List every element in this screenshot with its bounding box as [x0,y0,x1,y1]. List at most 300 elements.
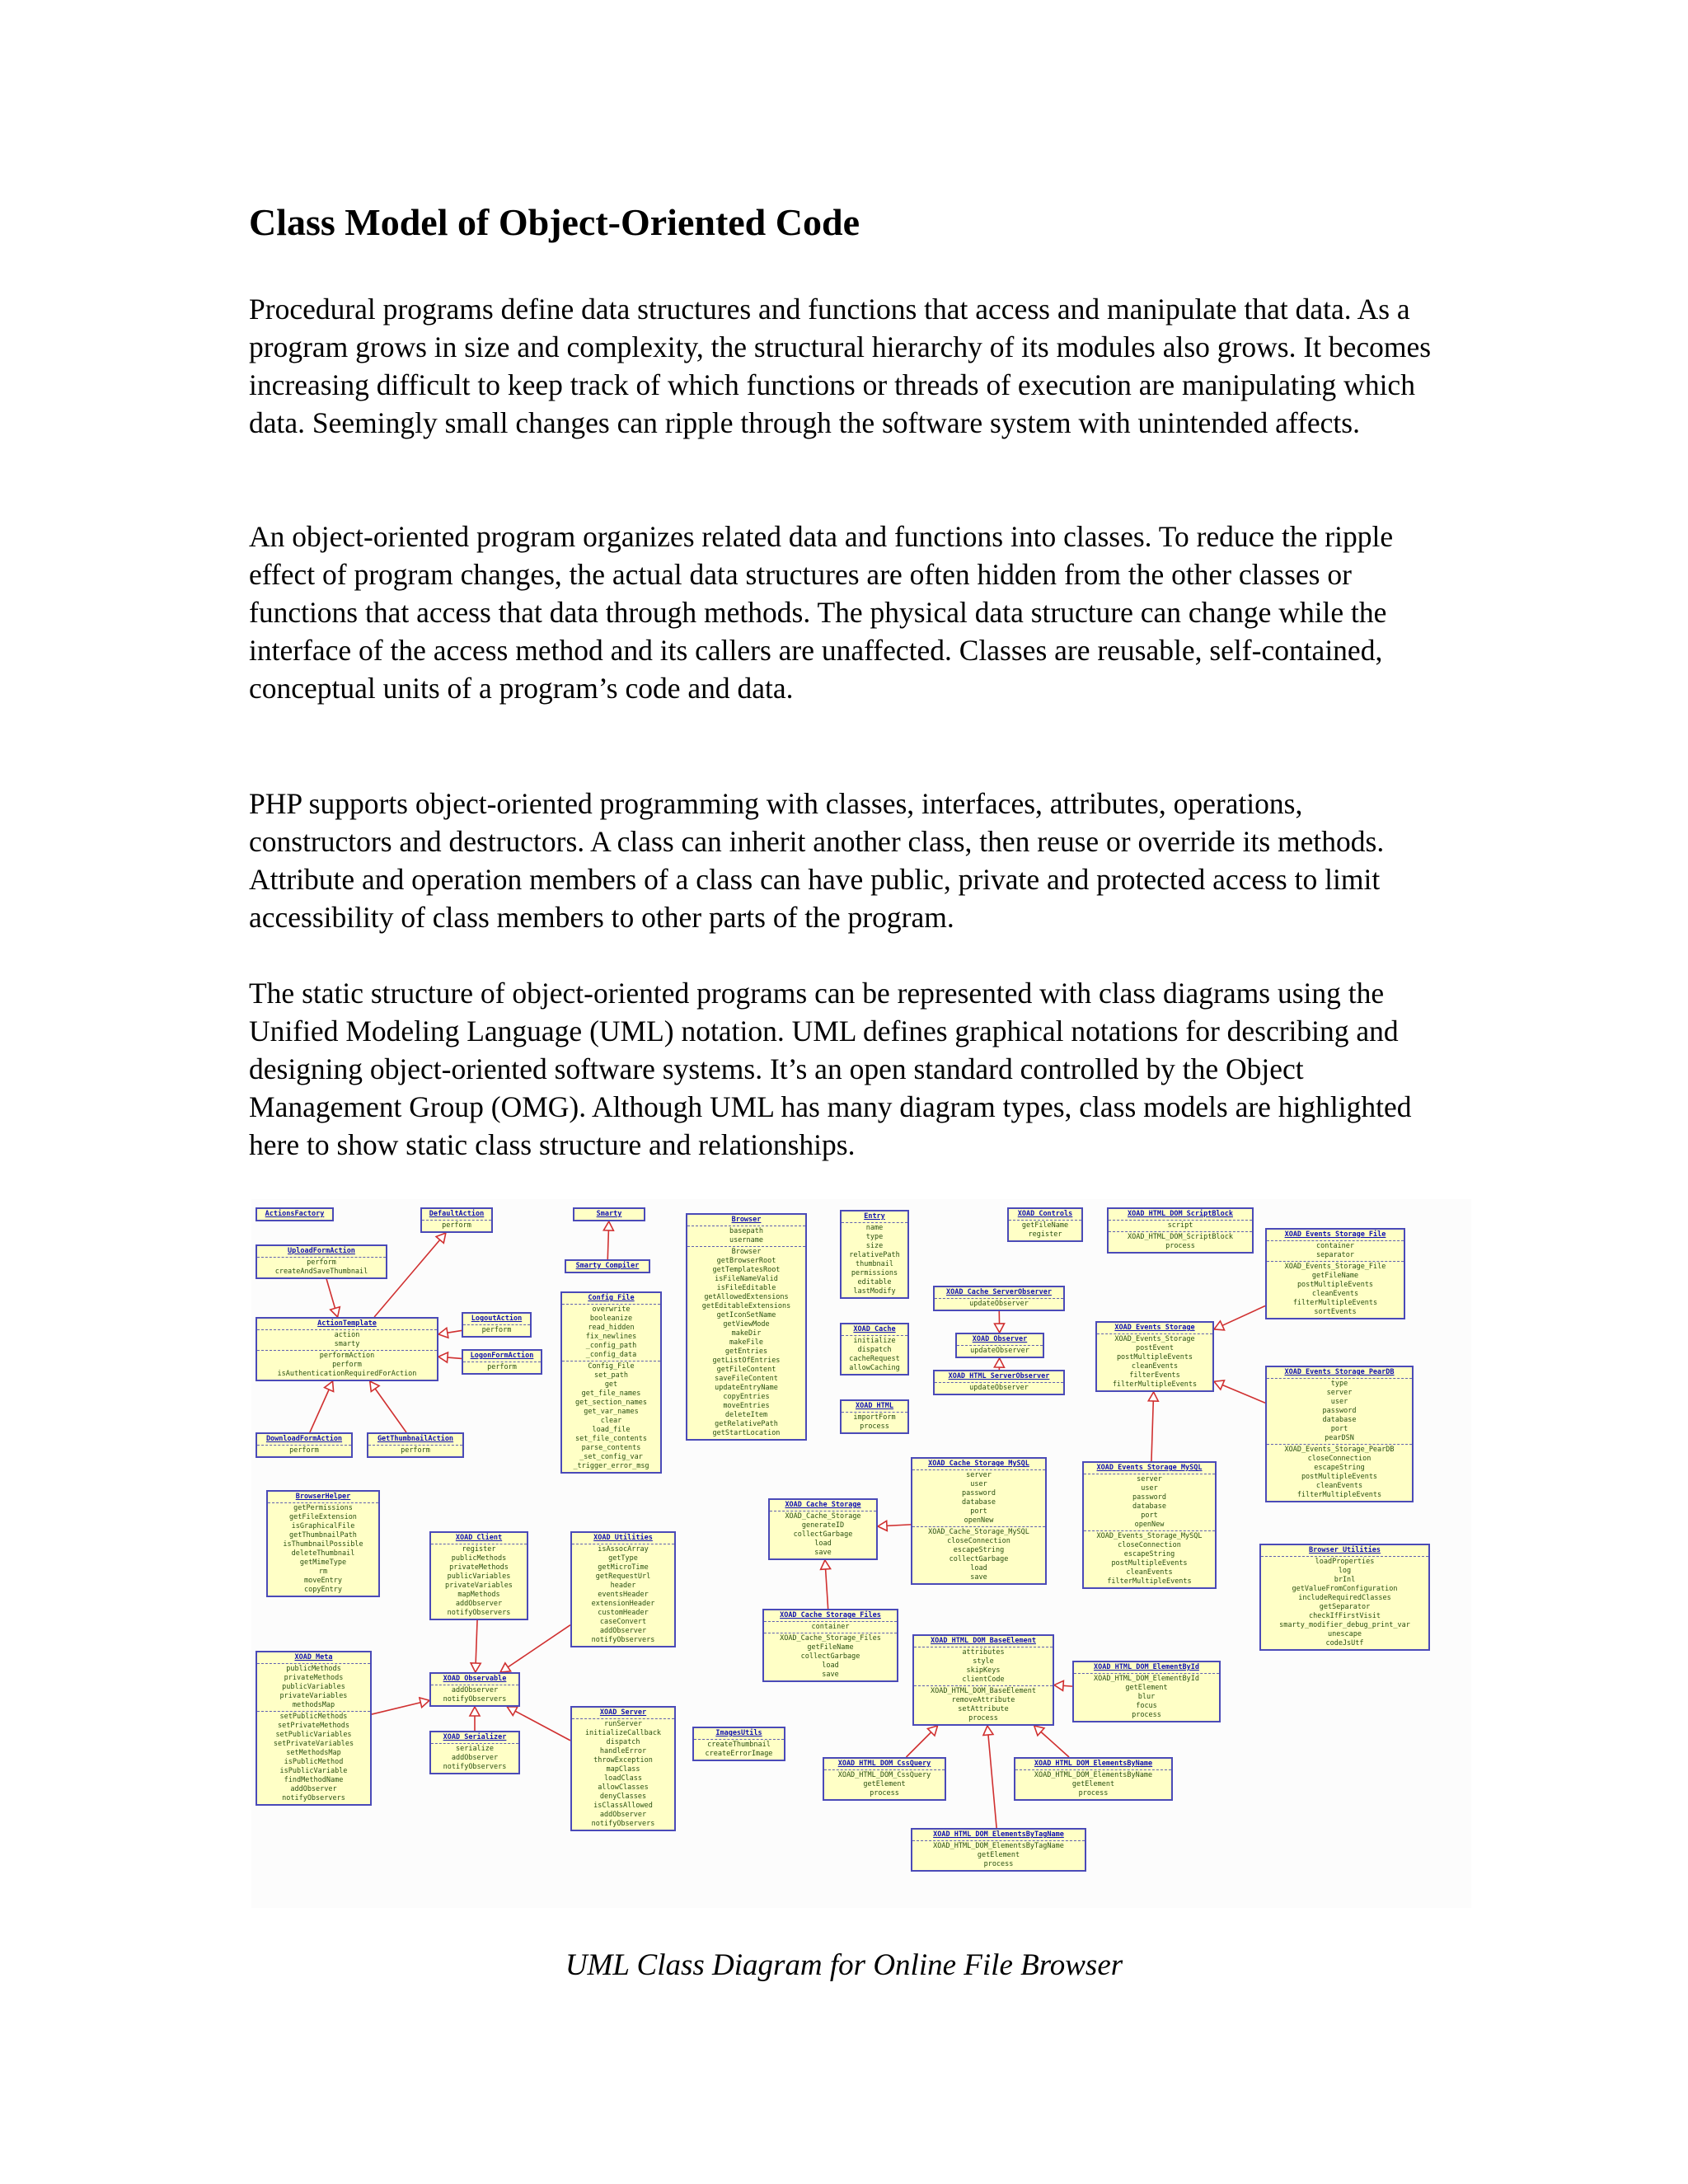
uml-member: type [1330,1380,1348,1388]
uml-class-section [562,1304,660,1361]
uml-class-section [257,1329,437,1350]
inheritance-arrowhead [983,1726,993,1735]
uml-class-actionsfactory [256,1207,334,1221]
uml-member: importForm [853,1413,896,1422]
uml-class-xoadclient [429,1531,528,1620]
uml-class-section [842,1335,907,1374]
uml-member: initializeCallback [584,1729,662,1737]
uml-member: load_file [592,1426,631,1434]
uml-member: _config_data [585,1351,637,1359]
uml-class-name: XOAD_Events_Storage_File [1284,1230,1386,1239]
uml-class-name: Smarty [596,1210,622,1218]
uml-member: getMimeType [299,1558,347,1567]
uml-member: createAndSaveThumbnail [274,1268,368,1276]
uml-member: save [970,1573,987,1582]
uml-class-smarty [573,1207,645,1221]
uml-member: postMultipleEvents [1296,1281,1374,1289]
uml-class-section [912,1526,1045,1583]
uml-class-name: XOAD_HTML [855,1402,894,1410]
uml-member: process [1078,1789,1109,1797]
uml-class-browserutilities [1259,1544,1430,1651]
uml-member: getBrowserRoot [716,1257,776,1265]
uml-class-section [914,1647,1053,1685]
uml-member: allowCaching [849,1364,900,1372]
uml-class-section [1267,1240,1404,1261]
uml-class-name: XOAD_Cache_Storage_MySQL [928,1460,1029,1468]
uml-member: notifyObservers [447,1609,511,1617]
uml-member: getEntries [724,1347,768,1356]
uml-member: port [1330,1425,1348,1433]
uml-class-name: GetThumbnailAction [377,1435,454,1443]
uml-member: pearDSN [1325,1434,1354,1442]
uml-member: notifyObservers [443,1763,507,1771]
inheritance-arrowhead [603,1221,613,1230]
uml-member: thumbnail [855,1260,894,1268]
uml-member: getType [608,1554,638,1563]
uml-class-xoadobserver [955,1333,1044,1358]
uml-member: brInl [1334,1576,1356,1584]
uml-member: permissions [851,1269,898,1277]
uml-class-section [257,1350,437,1380]
paragraph-procedural: Procedural programs define data structures and functions that access and manipulate that data. As a program grows in size and complexity, the structural hierarchy of its modules also grows. It becomes increasing difficult to keep track of which functions or threads of execution are manipulating which data. Seemingly small changes can ripple through the software system with unintended affects. [249,293,1432,439]
uml-member: isThumbnailPossible [283,1540,363,1549]
uml-class-section [914,1685,1053,1724]
uml-member: register [462,1545,496,1554]
uml-member: register [1028,1230,1062,1239]
uml-member: XOAD_Events_Storage_File [1284,1263,1386,1271]
uml-member: performAction [319,1352,375,1360]
uml-class-section [842,1222,907,1297]
uml-class-name: XOAD_HTML_ServerObserver [948,1372,1050,1380]
uml-class-section [257,1711,370,1804]
uml-member: filterEvents [1129,1371,1180,1380]
uml-member: copyEntry [303,1586,343,1594]
uml-class-section [694,1739,784,1760]
uml-class-section [687,1246,805,1439]
uml-class-name: Browser [731,1216,762,1224]
uml-class-name: XOAD_Cache [853,1325,896,1333]
uml-class-section [1097,1333,1212,1390]
uml-member: server [966,1471,992,1479]
uml-member: smarty_modifier_debug_print_var [1279,1621,1410,1629]
uml-member: parse_contents [581,1444,641,1452]
uml-member: get_var_names [584,1408,639,1416]
uml-class-section [1267,1444,1412,1501]
uml-member: postMultipleEvents [1116,1353,1193,1361]
uml-member: collectGarbage [793,1530,853,1539]
uml-member: XOAD_Cache_Storage_MySQL [928,1528,1029,1536]
uml-member: filterMultipleEvents [1107,1577,1192,1586]
inheritance-arrowhead [1054,1680,1063,1690]
uml-class-name: BrowserHelper [295,1493,351,1501]
uml-member: user [1141,1484,1158,1493]
uml-member: escapeString [1123,1550,1175,1558]
uml-class-elementsbytagname [911,1828,1086,1872]
inheritance-arrowhead [438,1328,448,1338]
inheritance-arrowhead [325,1381,334,1391]
uml-member: XOAD_Events_Storage_MySQL [1096,1532,1203,1540]
uml-class-section [431,1544,527,1619]
uml-member: Browser [731,1248,762,1256]
uml-member: basepath [729,1227,763,1235]
uml-class-section [1084,1474,1215,1530]
uml-member: escapeString [1314,1464,1365,1472]
uml-class-name: LogonFormAction [470,1352,534,1360]
uml-member: loadProperties [1315,1558,1375,1566]
uml-member: updateEntryName [715,1384,778,1392]
uml-class-defaultaction [420,1207,493,1233]
uml-class-cssquery [823,1757,946,1801]
uml-class-name: DownloadFormAction [265,1435,343,1443]
uml-member: mapMethods [457,1591,500,1599]
uml-member: notifyObservers [443,1695,507,1704]
uml-member: generateID [801,1521,845,1530]
uml-member: skipKeys [966,1666,1001,1675]
uml-class-section [431,1743,518,1773]
uml-class-name: XOAD_Serializer [443,1733,507,1741]
uml-member: mapClass [606,1765,640,1774]
uml-class-eventsstoragepeardb [1265,1366,1414,1502]
uml-member: read_hidden [588,1324,635,1332]
uml-class-section [572,1544,674,1646]
uml-member: database [1322,1416,1357,1424]
uml-member: postMultipleEvents [1111,1559,1188,1568]
uml-member: XOAD_Events_Storage_PearDB [1284,1446,1395,1454]
uml-class-name: ImagesUtils [715,1729,762,1737]
uml-member: filterMultipleEvents [1112,1380,1198,1389]
uml-member: XOAD_Events_Storage [1114,1335,1195,1343]
uml-member: cleanEvents [1126,1568,1173,1577]
uml-member: perform [332,1361,362,1369]
uml-member: getTemplatesRoot [712,1266,781,1274]
inheritance-arrowhead [438,1352,448,1362]
uml-class-section [957,1345,1043,1357]
uml-member: copyEntries [723,1393,770,1401]
uml-member: database [962,1498,996,1507]
uml-member: getRelativePath [715,1420,778,1428]
uml-class-name: DefaultAction [429,1210,485,1218]
uml-class-xoadserializer [429,1731,520,1774]
uml-member: cacheRequest [849,1355,900,1363]
uml-class-cacheserverobserver [933,1286,1065,1311]
uml-class-entry [840,1210,909,1299]
uml-member: filterMultipleEvents [1292,1299,1378,1307]
figure-caption: UML Class Diagram for Online File Browser [565,1948,1123,1982]
uml-member: throwException [593,1756,653,1765]
uml-member: focus [1136,1702,1157,1710]
uml-member: postEvent [1135,1344,1175,1352]
inheritance-arrowhead [878,1521,887,1530]
uml-class-section [912,1840,1085,1870]
uml-class-xoadutilities [570,1531,676,1647]
uml-member: sortEvents [1314,1308,1357,1316]
uml-member: port [1141,1511,1158,1520]
inheritance-arrowhead [471,1663,481,1672]
uml-member: handleError [599,1747,647,1755]
uml-member: privateMethods [449,1563,509,1572]
uml-class-name: XOAD_Events_Storage [1114,1324,1195,1332]
uml-class-name: LogoutAction [471,1315,523,1323]
uml-class-section [257,1663,370,1711]
uml-class-name: XOAD_Events_Storage_MySQL [1096,1464,1203,1472]
page-title: Class Model of Object-Oriented Code [249,201,860,243]
uml-class-xoadserver [570,1706,676,1831]
uml-member: XOAD_Cache_Storage_Files [780,1634,881,1643]
uml-member: perform [481,1326,512,1334]
uml-member: process [870,1789,899,1797]
uml-member: eventsHeader [598,1591,649,1599]
uml-member: perform [487,1363,517,1371]
uml-class-section [764,1621,897,1633]
uml-class-name: XOAD_Cache_Storage_Files [780,1611,881,1619]
uml-class-scriptblock [1107,1207,1254,1254]
uml-member: style [973,1657,994,1666]
uml-member: XOAD_Cache_Storage [785,1512,861,1521]
uml-member: setPrivateMethods [278,1722,349,1730]
uml-member: openNew [1134,1521,1165,1529]
uml-class-cachestoragefiles [762,1609,898,1682]
uml-class-uploadformaction [256,1244,387,1279]
uml-member: removeAttribute [951,1696,1015,1704]
uml-member: save [822,1671,839,1679]
uml-member: save [814,1549,832,1557]
uml-member: filterMultipleEvents [1296,1491,1382,1499]
uml-class-section [935,1382,1063,1394]
inheritance-arrowhead [995,1324,1005,1333]
uml-class-section [687,1226,805,1246]
uml-class-diagram [251,1199,1471,1908]
uml-member: notifyObservers [591,1820,655,1828]
uml-member: privateMethods [284,1674,344,1682]
uml-class-section [463,1361,541,1373]
uml-member: updateObserver [970,1347,1029,1355]
uml-member: moveEntries [723,1402,770,1410]
uml-class-name: XOAD_Observable [443,1675,507,1683]
uml-class-name: ActionsFactory [265,1210,325,1218]
uml-member: getViewMode [723,1320,770,1329]
uml-class-name: XOAD_HTML_DOM_ScriptBlock [1128,1210,1233,1218]
uml-member: clientCode [962,1675,1005,1684]
uml-class-section [422,1220,491,1231]
uml-member: setPrivateVariables [273,1740,354,1748]
uml-class-elementsbyname [1014,1757,1173,1801]
uml-member: isGraphicalFile [291,1522,355,1530]
uml-class-name: XOAD_Events_Storage_PearDB [1284,1368,1395,1376]
uml-class-section [1084,1530,1215,1587]
uml-class-htmlserverobserver [933,1370,1065,1395]
uml-member: getStartLocation [712,1429,781,1437]
uml-member: XOAD_HTML_DOM_CssQuery [837,1771,931,1779]
uml-member: header [610,1582,636,1590]
uml-member: cleanEvents [1131,1362,1179,1371]
uml-member: checkIfFirstVisit [1309,1612,1381,1620]
uml-member: getFileName [1311,1272,1359,1280]
uml-member: addObserver [451,1686,499,1694]
uml-class-name: XOAD_HTML_DOM_CssQuery [837,1760,931,1768]
inheritance-arrowhead [1148,1392,1158,1401]
uml-class-name: Config_File [588,1294,635,1302]
uml-class-section [1261,1556,1428,1649]
uml-member: getListOfEntries [712,1357,781,1365]
uml-member: perform [401,1446,430,1455]
uml-member: publicMethods [451,1554,507,1563]
uml-member: getValueFromConfiguration [1292,1585,1398,1593]
uml-member: getSeparator [1319,1603,1371,1611]
uml-class-name: XOAD_Utilities [593,1534,653,1542]
uml-class-section [257,1445,351,1456]
uml-member: process [1132,1711,1161,1719]
inheritance-arrowhead [436,1233,446,1243]
uml-class-name: Smarty_Compiler [575,1262,640,1270]
paragraph-uml: The static structure of object-oriented programs can be represented with class diagrams using the Unified Modeling Language (UML) notation. UML defines graphical notations for describing and designing object-oriented software systems. It’s an open standard controlled by the Object Management Group (OMG). Although UML has many diagram types, class models are highlighted here to show static class structure and relationships. [249,977,1412,1161]
uml-member: setPublicMethods [279,1713,348,1721]
uml-class-section [1109,1231,1252,1252]
uml-member: setMethodsMap [286,1749,341,1757]
uml-member: get_file_names [581,1390,641,1398]
uml-class-section [431,1685,518,1705]
uml-member: deleteThumbnail [291,1549,355,1558]
uml-member: updateObserver [969,1300,1029,1308]
uml-member: getFileContent [716,1366,776,1374]
uml-member: load [814,1540,832,1548]
uml-class-xoadcontrols [1007,1207,1083,1242]
uml-class-name: XOAD_HTML_DOM_BaseElement [931,1637,1036,1645]
uml-member: type [865,1233,884,1241]
uml-member: getRequestUrl [595,1572,651,1581]
uml-member: booleanize [589,1315,633,1323]
uml-member: publicVariables [282,1683,345,1691]
uml-member: serialize [455,1745,495,1753]
uml-member: moveEntry [303,1577,343,1585]
uml-member: saveFileContent [715,1375,778,1383]
uml-member: setAttribute [958,1705,1009,1713]
uml-member: blur [1137,1693,1156,1701]
uml-member: XOAD_HTML_DOM_ElementById [1094,1675,1199,1683]
uml-member: getEditableExtensions [701,1302,791,1310]
uml-class-imagesutils [692,1727,785,1761]
uml-member: Config_File [588,1362,635,1371]
uml-member: getIconSetName [716,1311,776,1319]
uml-member: publicVariables [447,1572,511,1581]
uml-member: denyClasses [599,1793,647,1801]
uml-member: collectGarbage [800,1652,860,1661]
uml-member: allowClasses [598,1783,649,1792]
uml-member: notifyObservers [282,1794,345,1802]
uml-class-baseelement [912,1634,1054,1726]
uml-class-browserhelper [266,1490,380,1597]
uml-member: extensionHeader [591,1600,655,1608]
uml-member: caseConvert [599,1618,647,1626]
uml-class-section [368,1445,462,1456]
uml-class-name: XOAD_Controls [1017,1210,1073,1218]
inheritance-arrowhead [331,1307,340,1317]
uml-member: addObserver [451,1754,499,1762]
uml-member: set_file_contents [575,1435,647,1443]
uml-member: XOAD_HTML_DOM_ElementsByTagName [933,1842,1064,1850]
uml-member: privateVariables [279,1692,348,1700]
uml-member: isAuthenticationRequiredForAction [277,1370,417,1378]
inheritance-line [987,1726,996,1828]
uml-member: relativePath [849,1251,900,1259]
uml-class-section [572,1718,674,1830]
uml-member: codeJsUtf [1325,1639,1364,1647]
uml-member: database [1132,1502,1166,1511]
inheritance-line [1151,1392,1154,1461]
uml-member: createThumbnail [707,1741,771,1749]
uml-member: port [970,1507,987,1516]
uml-member: postMultipleEvents [1301,1473,1378,1481]
uml-member: size [865,1242,884,1250]
uml-member: getFileExtension [289,1513,357,1521]
uml-member: username [729,1236,763,1244]
uml-member: process [860,1422,889,1431]
uml-class-name: XOAD_Server [599,1708,647,1717]
uml-class-configfile [560,1291,662,1474]
uml-class-logoutaction [462,1312,532,1338]
uml-member: methodsMap [292,1701,335,1709]
uml-member: getAllowedExtensions [704,1293,789,1301]
uml-member: set_path [594,1371,628,1380]
uml-member: process [983,1860,1014,1868]
uml-member: process [968,1714,998,1722]
uml-member: collectGarbage [949,1555,1009,1563]
uml-class-section [770,1511,876,1558]
uml-member: server [1326,1389,1353,1397]
uml-member: getElement [863,1780,906,1788]
inheritance-arrowhead [370,1381,379,1391]
uml-class-downloadformaction [256,1432,353,1458]
uml-member: setPublicVariables [275,1731,352,1739]
uml-member: getElement [977,1851,1020,1859]
uml-member: getMicroTime [598,1563,649,1572]
uml-member: XOAD_HTML_DOM_BaseElement [931,1687,1036,1695]
uml-member: runServer [603,1720,643,1728]
uml-class-name: XOAD_Cache_ServerObserver [946,1288,1052,1296]
uml-member: dispatch [857,1346,892,1354]
uml-member: _set_config_var [579,1453,643,1461]
uml-member: escapeString [953,1546,1005,1554]
uml-member: isPublicVariable [279,1767,348,1775]
uml-member: password [962,1489,996,1497]
uml-member: get_section_names [575,1399,647,1407]
uml-class-elementbyid [1072,1661,1221,1722]
uml-member: getFileName [807,1643,854,1652]
uml-member: getThumbnailPath [289,1531,357,1540]
uml-member: unescape [1328,1630,1362,1638]
uml-member: deleteItem [724,1411,768,1419]
paragraph-object-oriented: An object-oriented program organizes related data and functions into classes. To reduce the ripple effect of program changes, the actual data structures are often hidden from the other classes or functions that access that data through methods. The physical data structure can change while the interface of the access method and its callers are unaffected. Classes are reusable, self-contained, conceptual units of a program’s code and data. [249,520,1394,705]
uml-member: getPermissions [293,1504,353,1512]
uml-member: perform [442,1221,471,1230]
paragraph-php: PHP supports object-oriented programming with classes, interfaces, attributes, operations, constructors and destructors. A class can inherit another class, then reuse or override its methods. Attribute and operation members of a class can have public, private and protected access to limit accessibility of class members to other parts of the program. [249,787,1385,934]
uml-member: closeConnection [1307,1455,1372,1463]
uml-member: perform [307,1258,336,1267]
uml-member: isAssocArray [598,1545,649,1554]
uml-member: getElement [1125,1684,1168,1692]
uml-member: notifyObservers [591,1636,655,1644]
inheritance-arrowhead [1214,1380,1224,1390]
uml-class-xoadmeta [256,1651,372,1806]
uml-member: publicMethods [286,1665,341,1673]
uml-class-section [1267,1261,1404,1318]
inheritance-arrowhead [994,1358,1004,1367]
inheritance-line [500,1625,570,1672]
uml-class-name: XOAD_HTML_DOM_ElementById [1094,1663,1199,1671]
uml-member: closeConnection [947,1537,1010,1545]
uml-class-name: Entry [864,1212,885,1221]
uml-member: name [865,1224,884,1232]
uml-member: fix_newlines [585,1333,637,1341]
